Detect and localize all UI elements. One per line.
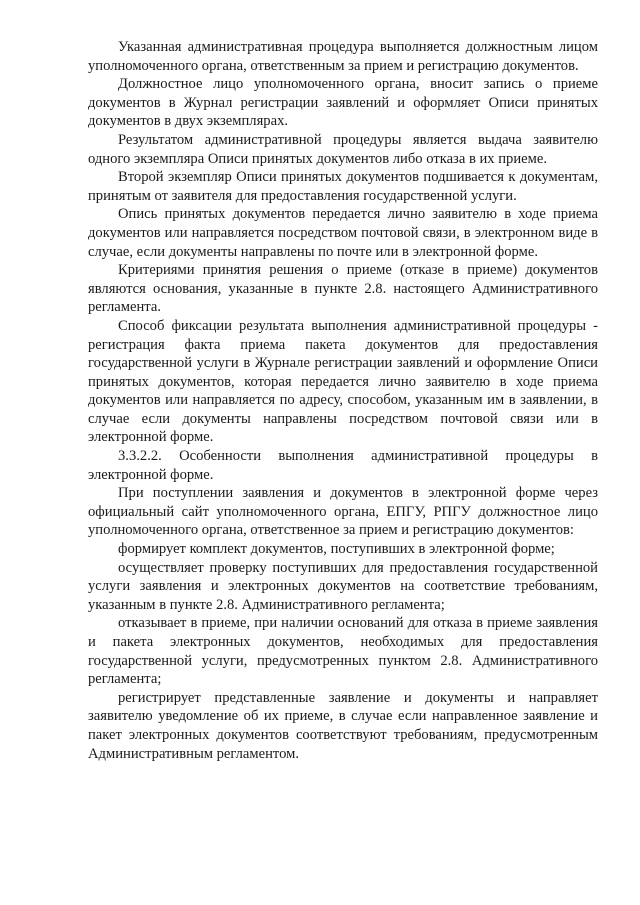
- paragraph-2: Должностное лицо уполномоченного органа, вносит запись о приеме документов в Журнал регистрации заявлений и оформляет Описи принятых документов в двух экземплярах.: [88, 76, 598, 130]
- paragraph-7: Способ фиксации результата выполнения административной процедуры - регистрация факта приема пакета документов для предоставления государственной услуги в Журнале регистрации заявлений и оформление Описи принятых документов, которая передается лично заявителю в ходе приема документов или направляется по адресу, способом, указанным им в заявлении, в случае если документы направлены посредством почтовой связи или в электронной форме.: [88, 317, 598, 446]
- paragraph-6: Критериями принятия решения о приеме (отказе в приеме) документов являются основания, указанные в пункте 2.8. настоящего Административного регламента.: [88, 262, 598, 316]
- paragraph-10: формирует комплект документов, поступивших в электронной форме;: [118, 541, 555, 558]
- paragraph-4: Второй экземпляр Описи принятых документов подшивается к документам, принятым от заявителя для предоставления государственной услуги.: [88, 169, 598, 204]
- paragraph-11: осуществляет проверку поступивших для предоставления государственной услуги заявления и электронных документов на соответствие требованиям, указанным в пункте 2.8. Административного регламента;: [88, 559, 598, 613]
- paragraph-13: регистрирует представленные заявление и документы и направляет заявителю уведомление об их приеме, в случае если направленное заявление и пакет электронных документов соответствуют требованиям, предусмотренным Административным регламентом.: [88, 689, 598, 762]
- paragraph-9: При поступлении заявления и документов в электронной форме через официальный сайт уполномоченного органа, ЕПГУ, РПГУ должностное лицо уполномоченного органа, ответственное за прием и регистрацию документов:: [88, 485, 598, 539]
- paragraph-1: Указанная административная процедура выполняется должностным лицом уполномоченного органа, ответственным за прием и регистрацию документов.: [88, 39, 598, 74]
- paragraph-3: Результатом административной процедуры является выдача заявителю одного экземпляра Описи принятых документов либо отказа в их приеме.: [88, 131, 598, 167]
- paragraph-12: отказывает в приеме, при наличии оснований для отказа в приеме заявления и пакета электронных документов, необходимых для предоставления государственной услуги, предусмотренных пунктом 2.8. Административного регламента;: [88, 615, 598, 688]
- paragraph-8-section-heading: 3.3.2.2. Особенности выполнения административной процедуры в электронной форме.: [88, 448, 598, 483]
- paragraph-5: Опись принятых документов передается лично заявителю в ходе приема документов или направляется посредством почтовой связи, в электронном виде в случае, если документы направлены по почте или в электронной форме.: [88, 206, 598, 260]
